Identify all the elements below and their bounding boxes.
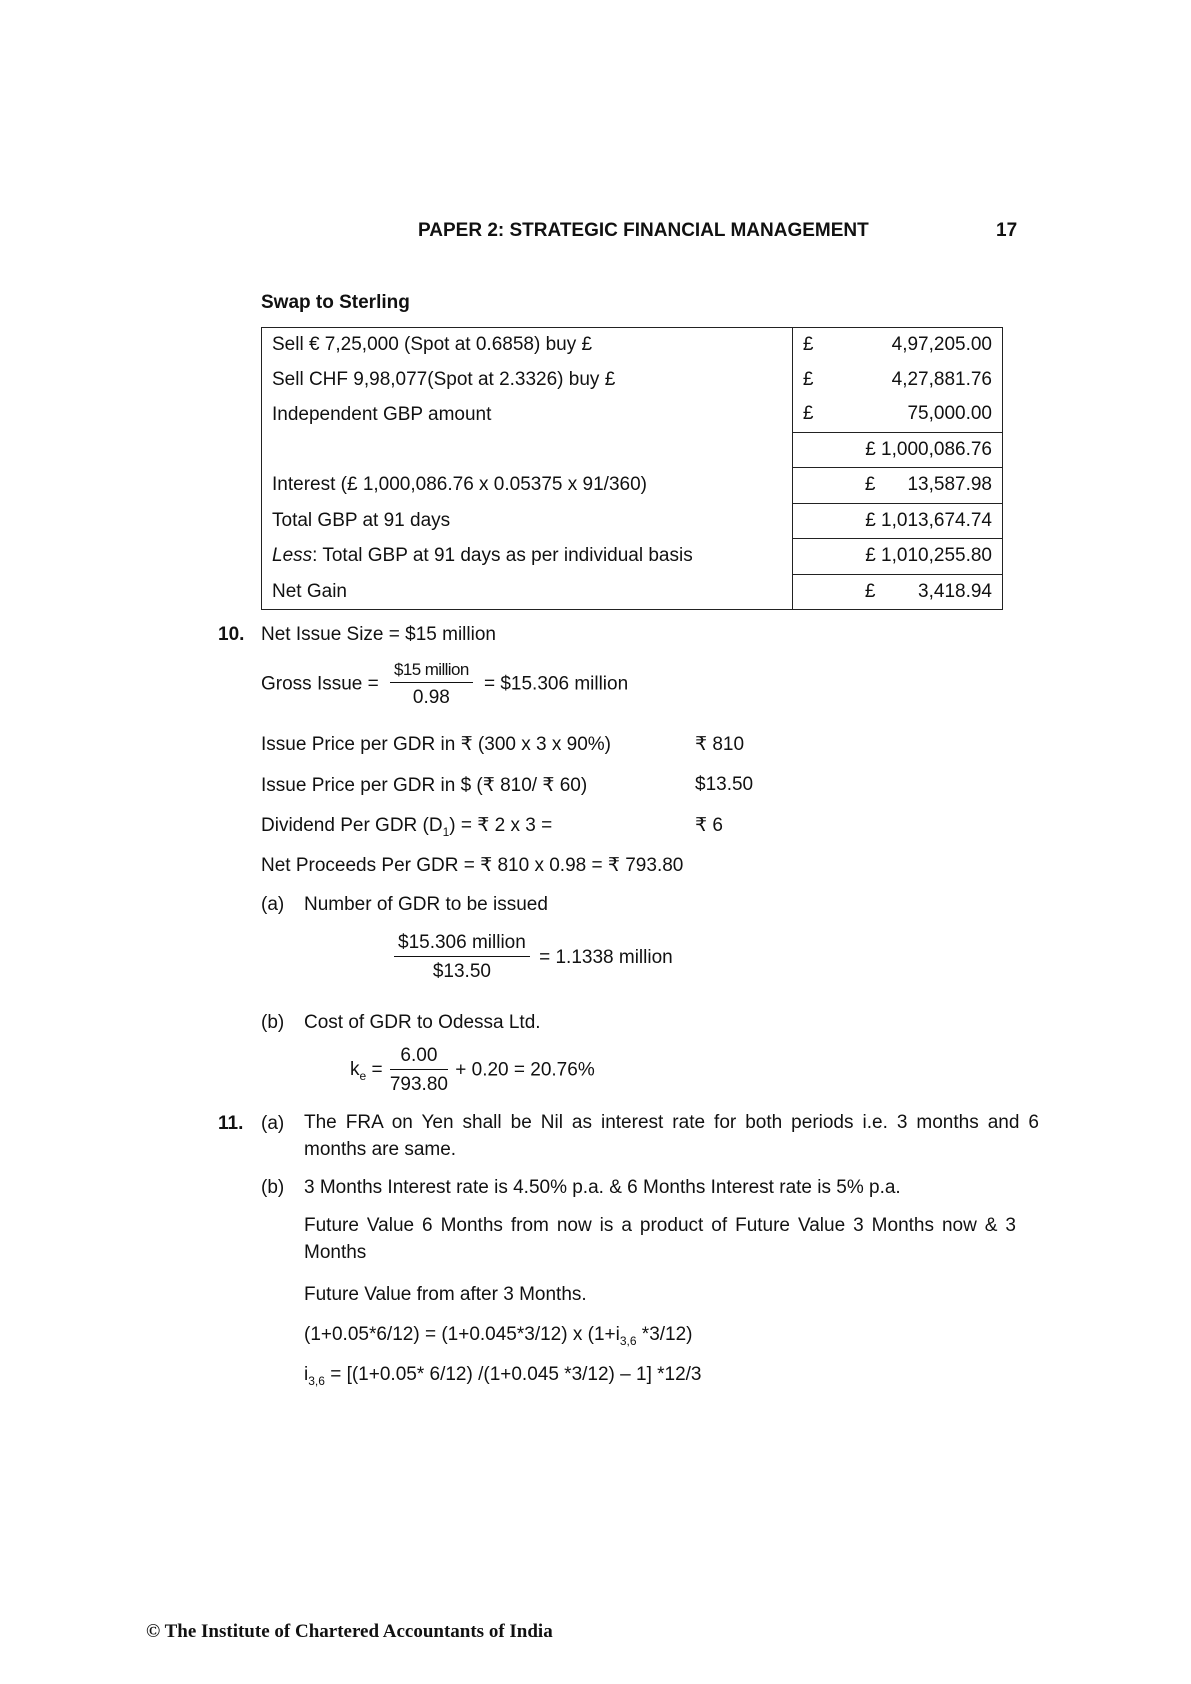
gross-issue-formula	[261, 660, 628, 709]
page-number: 17	[996, 220, 1018, 241]
swap-amount	[792, 539, 1002, 575]
text: *3/12)	[636, 1324, 693, 1345]
gross-issue-label: Gross Issue =	[261, 673, 379, 695]
currency-symbol: £	[864, 580, 876, 602]
amount-value: £ 1,013,674.74	[865, 509, 992, 531]
subscript: 3,6	[619, 1333, 637, 1348]
swap-amount	[792, 397, 1002, 432]
amount-value: 13,587.98	[907, 474, 992, 496]
currency-symbol: £	[802, 334, 814, 356]
net-issue-size: Net Issue Size = $15 million	[261, 624, 496, 645]
net-proceeds: Net Proceeds Per GDR = ₹ 810 x 0.98 = ₹ 793.80	[261, 855, 684, 876]
table-row	[262, 363, 1003, 398]
table-row	[262, 328, 1003, 363]
amount-value: 4,27,881.76	[891, 368, 992, 390]
swap-desc-text: : Total GBP at 91 days as per individual basis	[312, 545, 693, 567]
currency-symbol: £	[802, 368, 814, 390]
ke-equals: =	[371, 1059, 383, 1081]
ke-result: + 0.20 = 20.76%	[455, 1059, 595, 1081]
issue-price-usd-label: Issue Price per GDR in $ (₹ 810/ ₹ 60)	[261, 775, 588, 796]
swap-table	[261, 327, 1003, 610]
swap-amount	[792, 574, 1002, 610]
amount-value: £ 1,010,255.80	[865, 545, 992, 567]
swap-amount	[792, 328, 1002, 363]
equation-1	[304, 1324, 693, 1348]
amount-value: 4,97,205.00	[891, 334, 992, 356]
subscript: 3,6	[308, 1373, 325, 1388]
equation-2	[304, 1364, 702, 1388]
currency-symbol: £	[864, 474, 876, 496]
swap-desc: Interest (£ 1,000,086.76 x 0.05375 x 91/360)	[262, 468, 793, 504]
swap-desc: Total GBP at 91 days	[262, 503, 793, 539]
gross-issue-fraction	[390, 660, 473, 709]
text: i	[304, 1364, 309, 1385]
table-row	[262, 432, 1003, 468]
part-b-text: Cost of GDR to Odessa Ltd.	[304, 1012, 541, 1033]
q11-part-a-label: (a)	[261, 1113, 285, 1134]
issue-price-inr-label: Issue Price per GDR in ₹ (300 x 3 x 90%)	[261, 734, 611, 755]
table-row	[262, 539, 1003, 575]
question-number-11: 11.	[218, 1113, 244, 1134]
swap-amount	[792, 468, 1002, 504]
amount-value: £ 1,000,086.76	[865, 438, 992, 460]
page-header-title: PAPER 2: STRATEGIC FINANCIAL MANAGEMENT	[418, 220, 869, 241]
future-value-after: Future Value from after 3 Months.	[304, 1284, 587, 1305]
gross-issue-result: = $15.306 million	[483, 673, 629, 695]
subscript: 1	[442, 824, 450, 839]
q11-part-b-text: 3 Months Interest rate is 4.50% p.a. & 6 Months Interest rate is 5% p.a.	[304, 1177, 901, 1198]
part-b-label: (b)	[261, 1012, 285, 1033]
text: = [(1+0.05* 6/12) /(1+0.045 *3/12) – 1] *12/3	[324, 1364, 702, 1385]
swap-section-title: Swap to Sterling	[261, 292, 410, 313]
fraction-numerator: 6.00	[390, 1045, 448, 1070]
swap-desc: Sell € 7,25,000 (Spot at 0.6858) buy £	[262, 328, 793, 363]
fraction-numerator: $15.306 million	[394, 932, 530, 957]
subscript: e	[359, 1068, 367, 1083]
table-row	[262, 503, 1003, 539]
issue-price-inr-value: ₹ 810	[695, 734, 745, 755]
q11-part-b-label: (b)	[261, 1177, 285, 1198]
swap-desc: Sell CHF 9,98,077(Spot at 2.3326) buy £	[262, 363, 793, 398]
footer-copyright: © The Institute of Chartered Accountants of India	[146, 1621, 553, 1642]
swap-amount	[792, 432, 1002, 468]
table-row	[262, 574, 1003, 610]
text: Dividend Per GDR (D	[261, 815, 443, 836]
fraction-denominator: 793.80	[389, 1074, 448, 1095]
text: k	[350, 1058, 360, 1080]
future-value-text: Future Value 6 Months from now is a product of Future Value 3 Months now & 3 Months	[304, 1215, 1016, 1263]
less-label: Less	[272, 545, 313, 567]
issue-price-usd-value: $13.50	[695, 774, 754, 795]
dividend-per-gdr-value: ₹ 6	[695, 815, 723, 836]
currency-symbol: £	[802, 403, 814, 425]
dividend-per-gdr-label	[261, 814, 552, 839]
gdr-count-fraction	[394, 932, 530, 983]
swap-amount	[792, 503, 1002, 539]
amount-value: 75,000.00	[907, 403, 992, 425]
swap-desc: Net Gain	[262, 574, 793, 610]
table-row	[262, 468, 1003, 504]
text: ) = ₹ 2 x 3 =	[449, 815, 553, 836]
table-row	[262, 397, 1003, 432]
question-number-10: 10.	[218, 624, 245, 645]
fraction-numerator: $15 million	[390, 660, 473, 683]
fraction-denominator: 0.98	[412, 687, 450, 708]
amount-value: 3,418.94	[918, 580, 992, 602]
cost-of-equity-formula	[350, 1045, 595, 1096]
swap-desc: Independent GBP amount	[262, 397, 793, 432]
text: (1+0.05*6/12) = (1+0.045*3/12) x (1+i	[304, 1324, 620, 1345]
fraction-denominator: $13.50	[432, 961, 491, 982]
ke-symbol	[350, 1058, 367, 1083]
swap-amount	[792, 363, 1002, 398]
part-a-label: (a)	[261, 894, 285, 915]
gdr-count-result: = 1.1338 million	[539, 946, 673, 968]
q11-part-a-text: The FRA on Yen shall be Nil as interest rate for both periods i.e. 3 months and 6 months are same.	[304, 1112, 1039, 1160]
ke-fraction	[390, 1045, 448, 1096]
part-a-text: Number of GDR to be issued	[304, 894, 548, 915]
swap-desc	[262, 432, 793, 468]
gdr-count-formula	[394, 932, 673, 983]
swap-desc	[262, 539, 793, 575]
